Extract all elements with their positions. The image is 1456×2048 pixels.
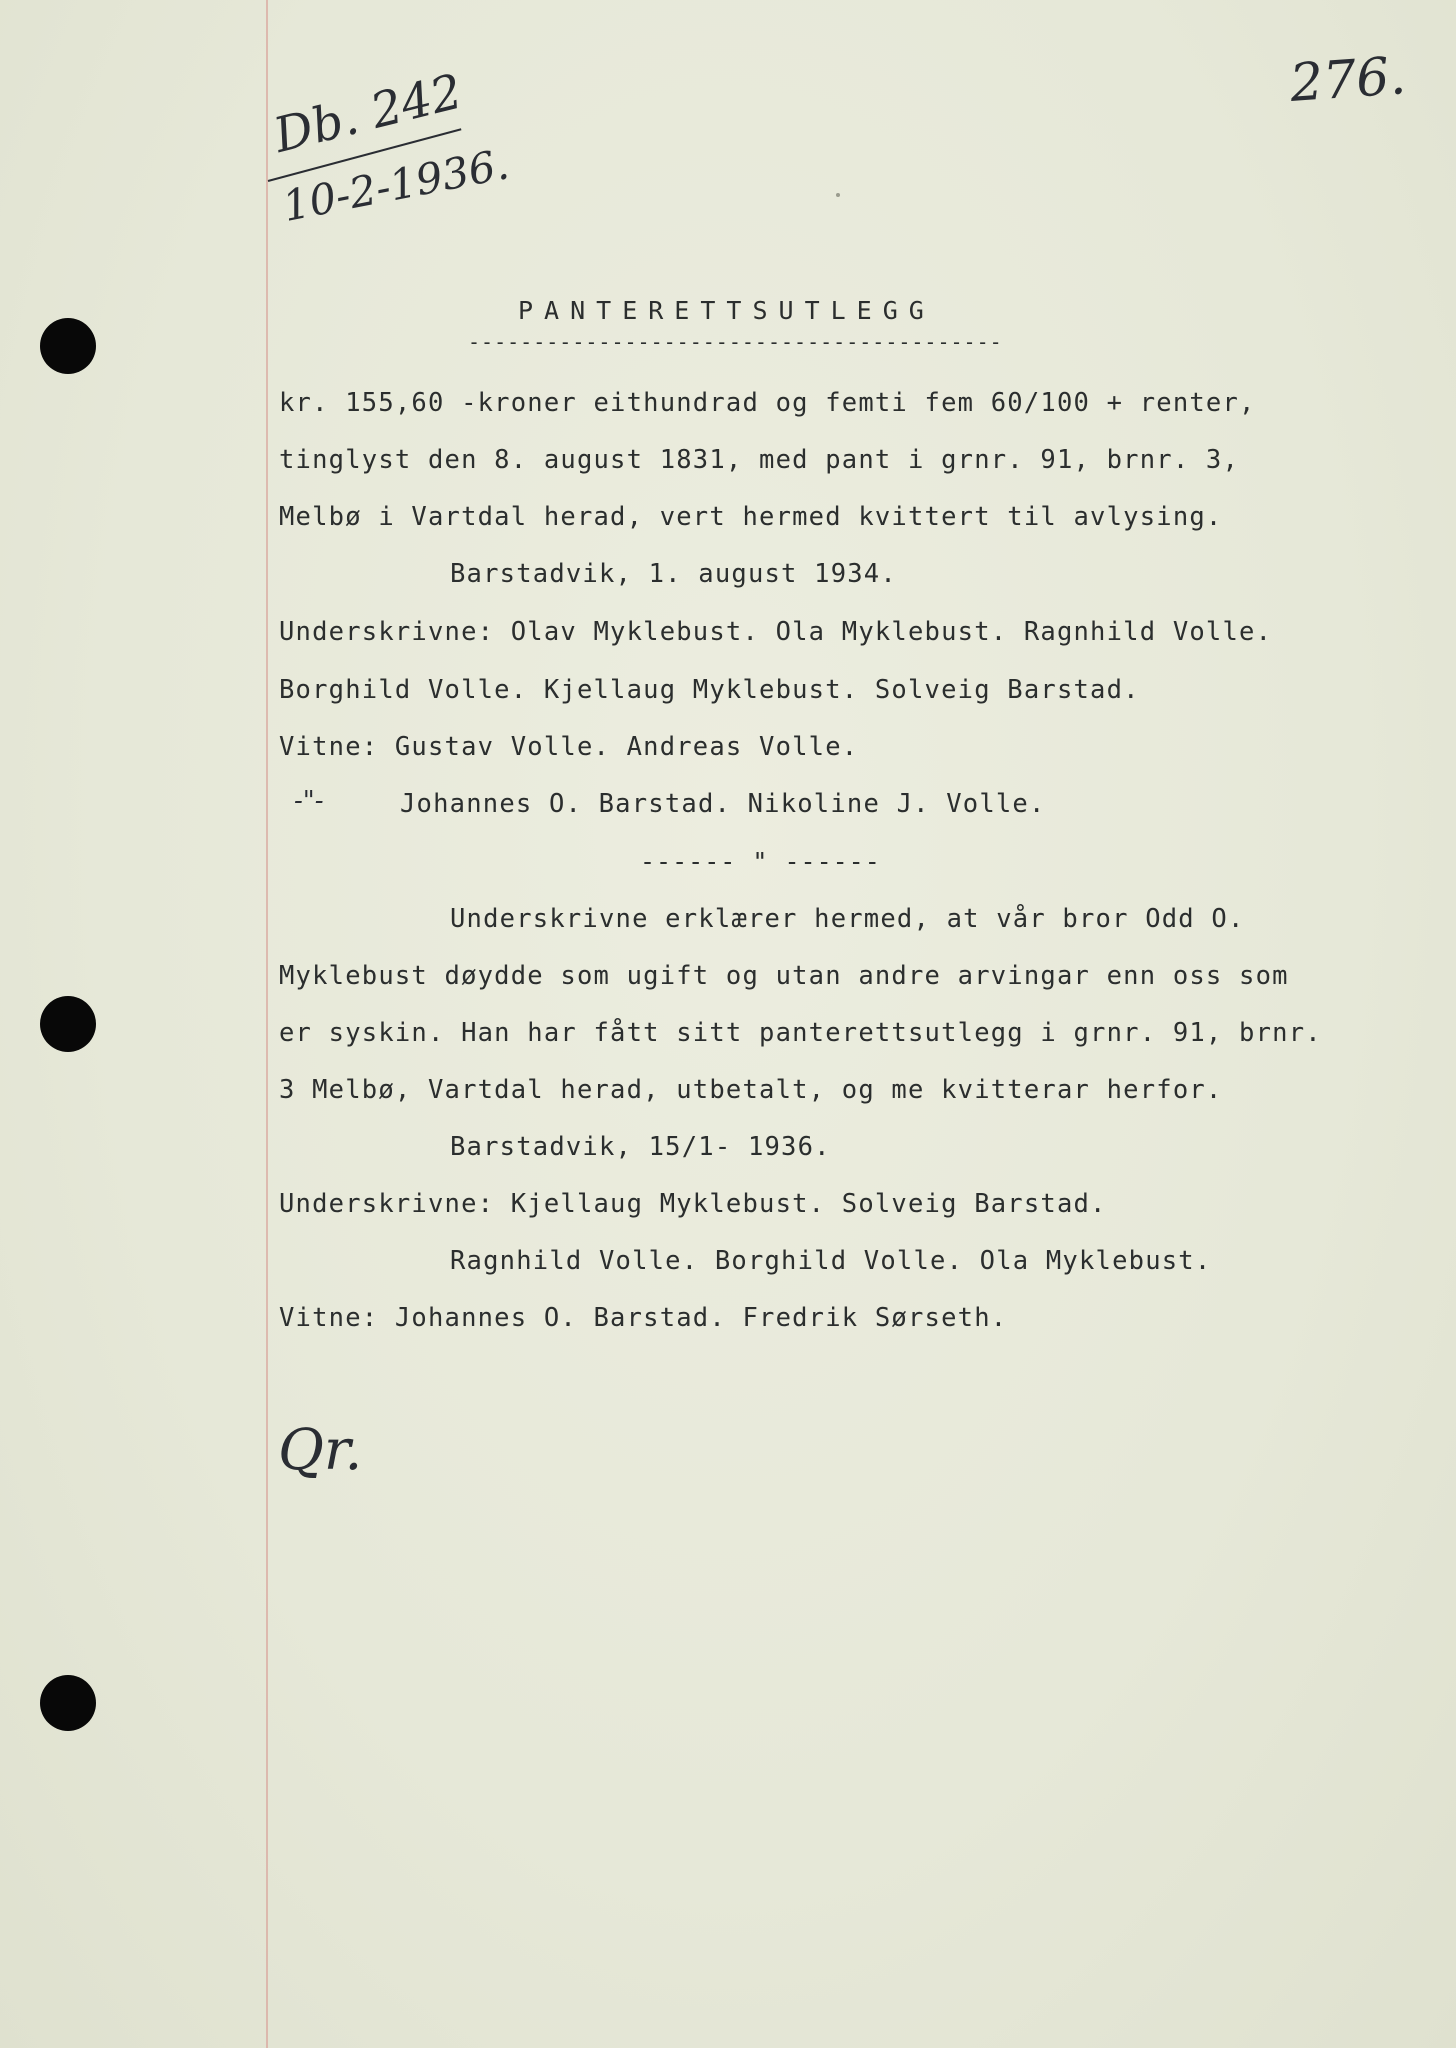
- paragraph2-line2: Myklebust døydde som ugift og utan andre arvingar enn oss som: [279, 961, 1289, 991]
- margin-note-ref: Db. 242: [268, 63, 468, 164]
- place-date-2: Barstadvik, 15/1- 1936.: [450, 1132, 831, 1162]
- margin-line: [266, 0, 268, 2048]
- paragraph2-line4: 3 Melbø, Vartdal herad, utbetalt, og me kvitterar herfor.: [279, 1075, 1223, 1105]
- paragraph1-line3: Melbø i Vartdal herad, vert hermed kvittert til avlysing.: [279, 502, 1223, 532]
- title-underline: -----------------------------------------: [468, 330, 1003, 354]
- page-number: 276.: [1288, 46, 1408, 114]
- place-date-1: Barstadvik, 1. august 1934.: [450, 559, 897, 589]
- signers2-line1: Underskrivne: Kjellaug Myklebust. Solveig Barstad.: [279, 1189, 1107, 1219]
- ditto-mark: -"-: [294, 786, 324, 816]
- signers2-line2: Ragnhild Volle. Borghild Volle. Ola Myklebust.: [450, 1246, 1212, 1276]
- signers1-line1: Underskrivne: Olav Myklebust. Ola Myklebust. Ragnhild Volle.: [279, 617, 1273, 647]
- margin-note-date: 10-2-1936.: [278, 139, 513, 231]
- document-title: PANTERETTSUTLEGG: [518, 296, 935, 325]
- punch-hole-top: [40, 318, 96, 374]
- paragraph1-line1: kr. 155,60 -kroner eithundrad og femti fem 60/100 + renter,: [279, 388, 1256, 418]
- section-separator: ------ " ------: [640, 847, 881, 876]
- witness-1: Vitne: Gustav Volle. Andreas Volle.: [279, 732, 859, 762]
- signers1-line2: Borghild Volle. Kjellaug Myklebust. Solveig Barstad.: [279, 675, 1140, 705]
- paragraph2-line1: Underskrivne erklærer hermed, at vår bror Odd O.: [450, 904, 1245, 934]
- punch-hole-bottom: [40, 1675, 96, 1731]
- punch-hole-middle: [40, 996, 96, 1052]
- witness-2: Vitne: Johannes O. Barstad. Fredrik Sørseth.: [279, 1303, 1008, 1333]
- paragraph1-line2: tinglyst den 8. august 1831, med pant i grnr. 91, brnr. 3,: [279, 445, 1240, 475]
- paper-speck: [836, 193, 840, 197]
- initials: Qr.: [278, 1418, 363, 1483]
- paragraph2-line3: er syskin. Han har fått sitt panterettsutlegg i grnr. 91, brnr.: [279, 1018, 1322, 1048]
- witness-1-cont: Johannes O. Barstad. Nikoline J. Volle.: [400, 789, 1046, 819]
